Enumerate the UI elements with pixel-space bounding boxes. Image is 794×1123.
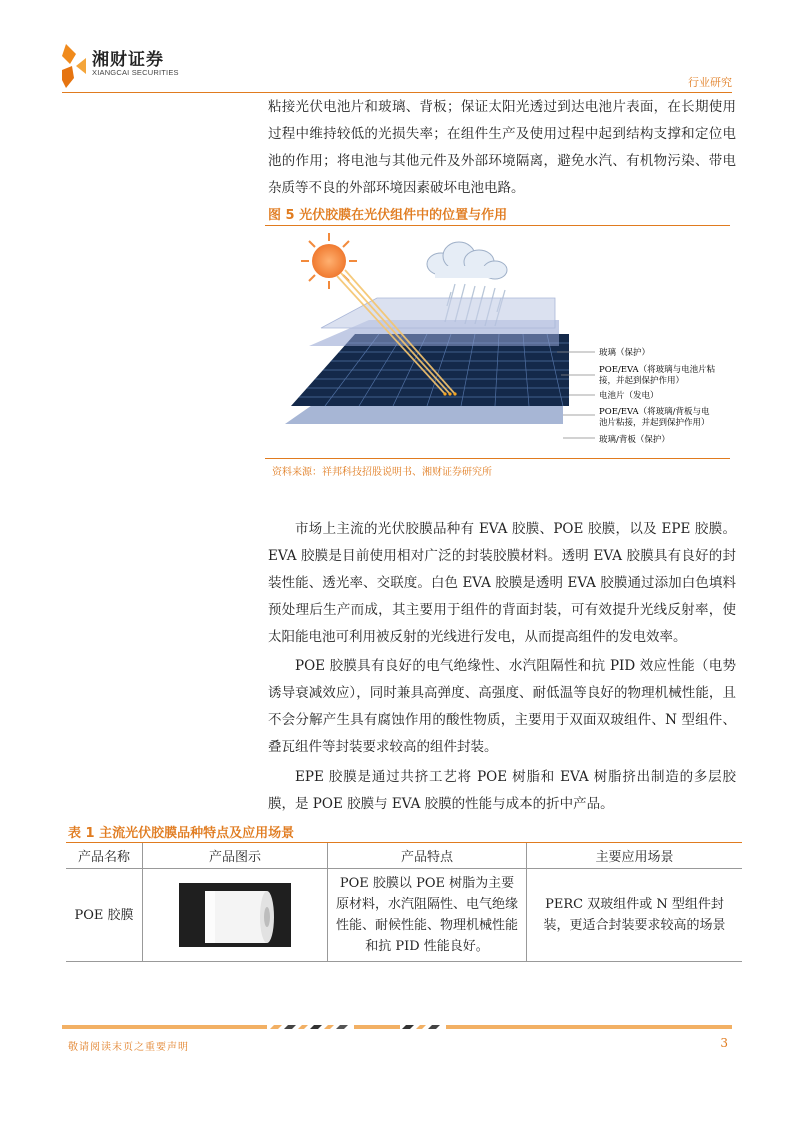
table-title: 表 1 主流光伏胶膜品种特点及应用场景: [68, 826, 295, 841]
label-poe-eva-top-1: POE/EVA（将玻璃与电池片粘: [599, 365, 716, 375]
figure-divider-bottom: [265, 458, 730, 459]
brand-name-cn: 湘财证券: [92, 50, 164, 70]
paragraph-eva: 市场上主流的光伏胶膜品种有 EVA 胶膜、POE 胶膜，以及 EPE 胶膜。EVA 胶膜是目前使用相对广泛的封装胶膜材料。透明 EVA 胶膜具有良好的封装性能、透光率、交联度。白色 EVA 胶膜是透明 EVA 胶膜通过添加白色填料预处理后生产而成，其主要用于组件的背面封装，可有效提升光线反射率，使太阳能电池可利用被反射的光线进行发电，从而提高组件的发电效率。: [268, 521, 736, 645]
film-comparison-table: [66, 842, 742, 962]
figure-title: 图 5 光伏胶膜在光伏组件中的位置与作用: [268, 208, 508, 223]
brand-name-en: XIANGCAI SECURITIES: [92, 68, 179, 77]
intro-paragraph: 粘接光伏电池片和玻璃、背板；保证太阳光透过到达电池片表面，在长期使用过程中维持较低的光损失率；在组件生产及使用过程中起到结构支撑和定位电池的作用；将电池与其他元件及外部环境隔离，避免水汽、有机物污染、带电杂质等不良的外部环境因素破坏电池电路。: [268, 99, 736, 196]
table-header-cell: 产品图示: [143, 843, 328, 869]
figure-source: 资料来源：祥邦科技招股说明书、湘财证券研究所: [272, 467, 492, 478]
label-backsheet: 玻璃/背板（保护）: [599, 435, 670, 445]
pv-module-layer-diagram: [265, 228, 730, 456]
table-header-row: [66, 843, 742, 869]
figure-divider-top: [265, 225, 730, 226]
cell-application-scenario: PERC 双玻组件或 N 型组件封装，更适合封装要求较高的场景: [527, 869, 743, 962]
cell-product-image: [143, 869, 328, 962]
section-label: 行业研究: [688, 76, 732, 89]
layer-glass: [321, 298, 555, 328]
label-poe-eva-top-2: 接，并起到保护作用）: [599, 376, 685, 386]
label-glass: 玻璃（保护）: [599, 348, 651, 358]
table-row: [66, 869, 742, 962]
logo-mark-icon: [62, 44, 86, 88]
cell-product-name: POE 胶膜: [66, 869, 143, 962]
paragraph-epe: EPE 胶膜是通过共挤工艺将 POE 树脂和 EVA 树脂挤出制造的多层胶膜，是 POE 胶膜与 EVA 胶膜的性能与成本的折中产品。: [268, 769, 736, 812]
table-header-cell: 主要应用场景: [527, 843, 743, 869]
paragraph-poe: POE 胶膜具有良好的电气绝缘性、水汽阻隔性和抗 PID 效应性能（电势诱导衰减效应），同时兼具高弹度、高强度、耐低温等良好的物理机械性能，且不会分解产生具有腐蚀作用的酸性物质，主要用于双面双玻组件、N 型组件、叠瓦组件等封装要求较高的组件封装。: [268, 658, 736, 755]
cell-product-features: POE 胶膜以 POE 树脂为主要原材料，水汽阻隔性、电气绝缘性能、耐候性能、物理机械性能和抗 PID 性能良好。: [328, 869, 527, 962]
film-roll-image: [179, 883, 291, 947]
header-divider: [62, 92, 732, 93]
page-number: 3: [720, 1036, 728, 1050]
disclaimer-note: 敬请阅读末页之重要声明: [68, 1042, 189, 1053]
label-poe-eva-bot-1: POE/EVA（将玻璃/背板与电: [599, 407, 710, 417]
cloud-icon: [427, 242, 507, 279]
label-cell: 电池片（发电）: [599, 391, 659, 401]
table-header-cell: 产品名称: [66, 843, 143, 869]
footer-decor-bar: [62, 1025, 732, 1029]
table-header-cell: 产品特点: [328, 843, 527, 869]
label-poe-eva-bot-2: 池片粘接，并起到保护作用）: [599, 418, 710, 428]
